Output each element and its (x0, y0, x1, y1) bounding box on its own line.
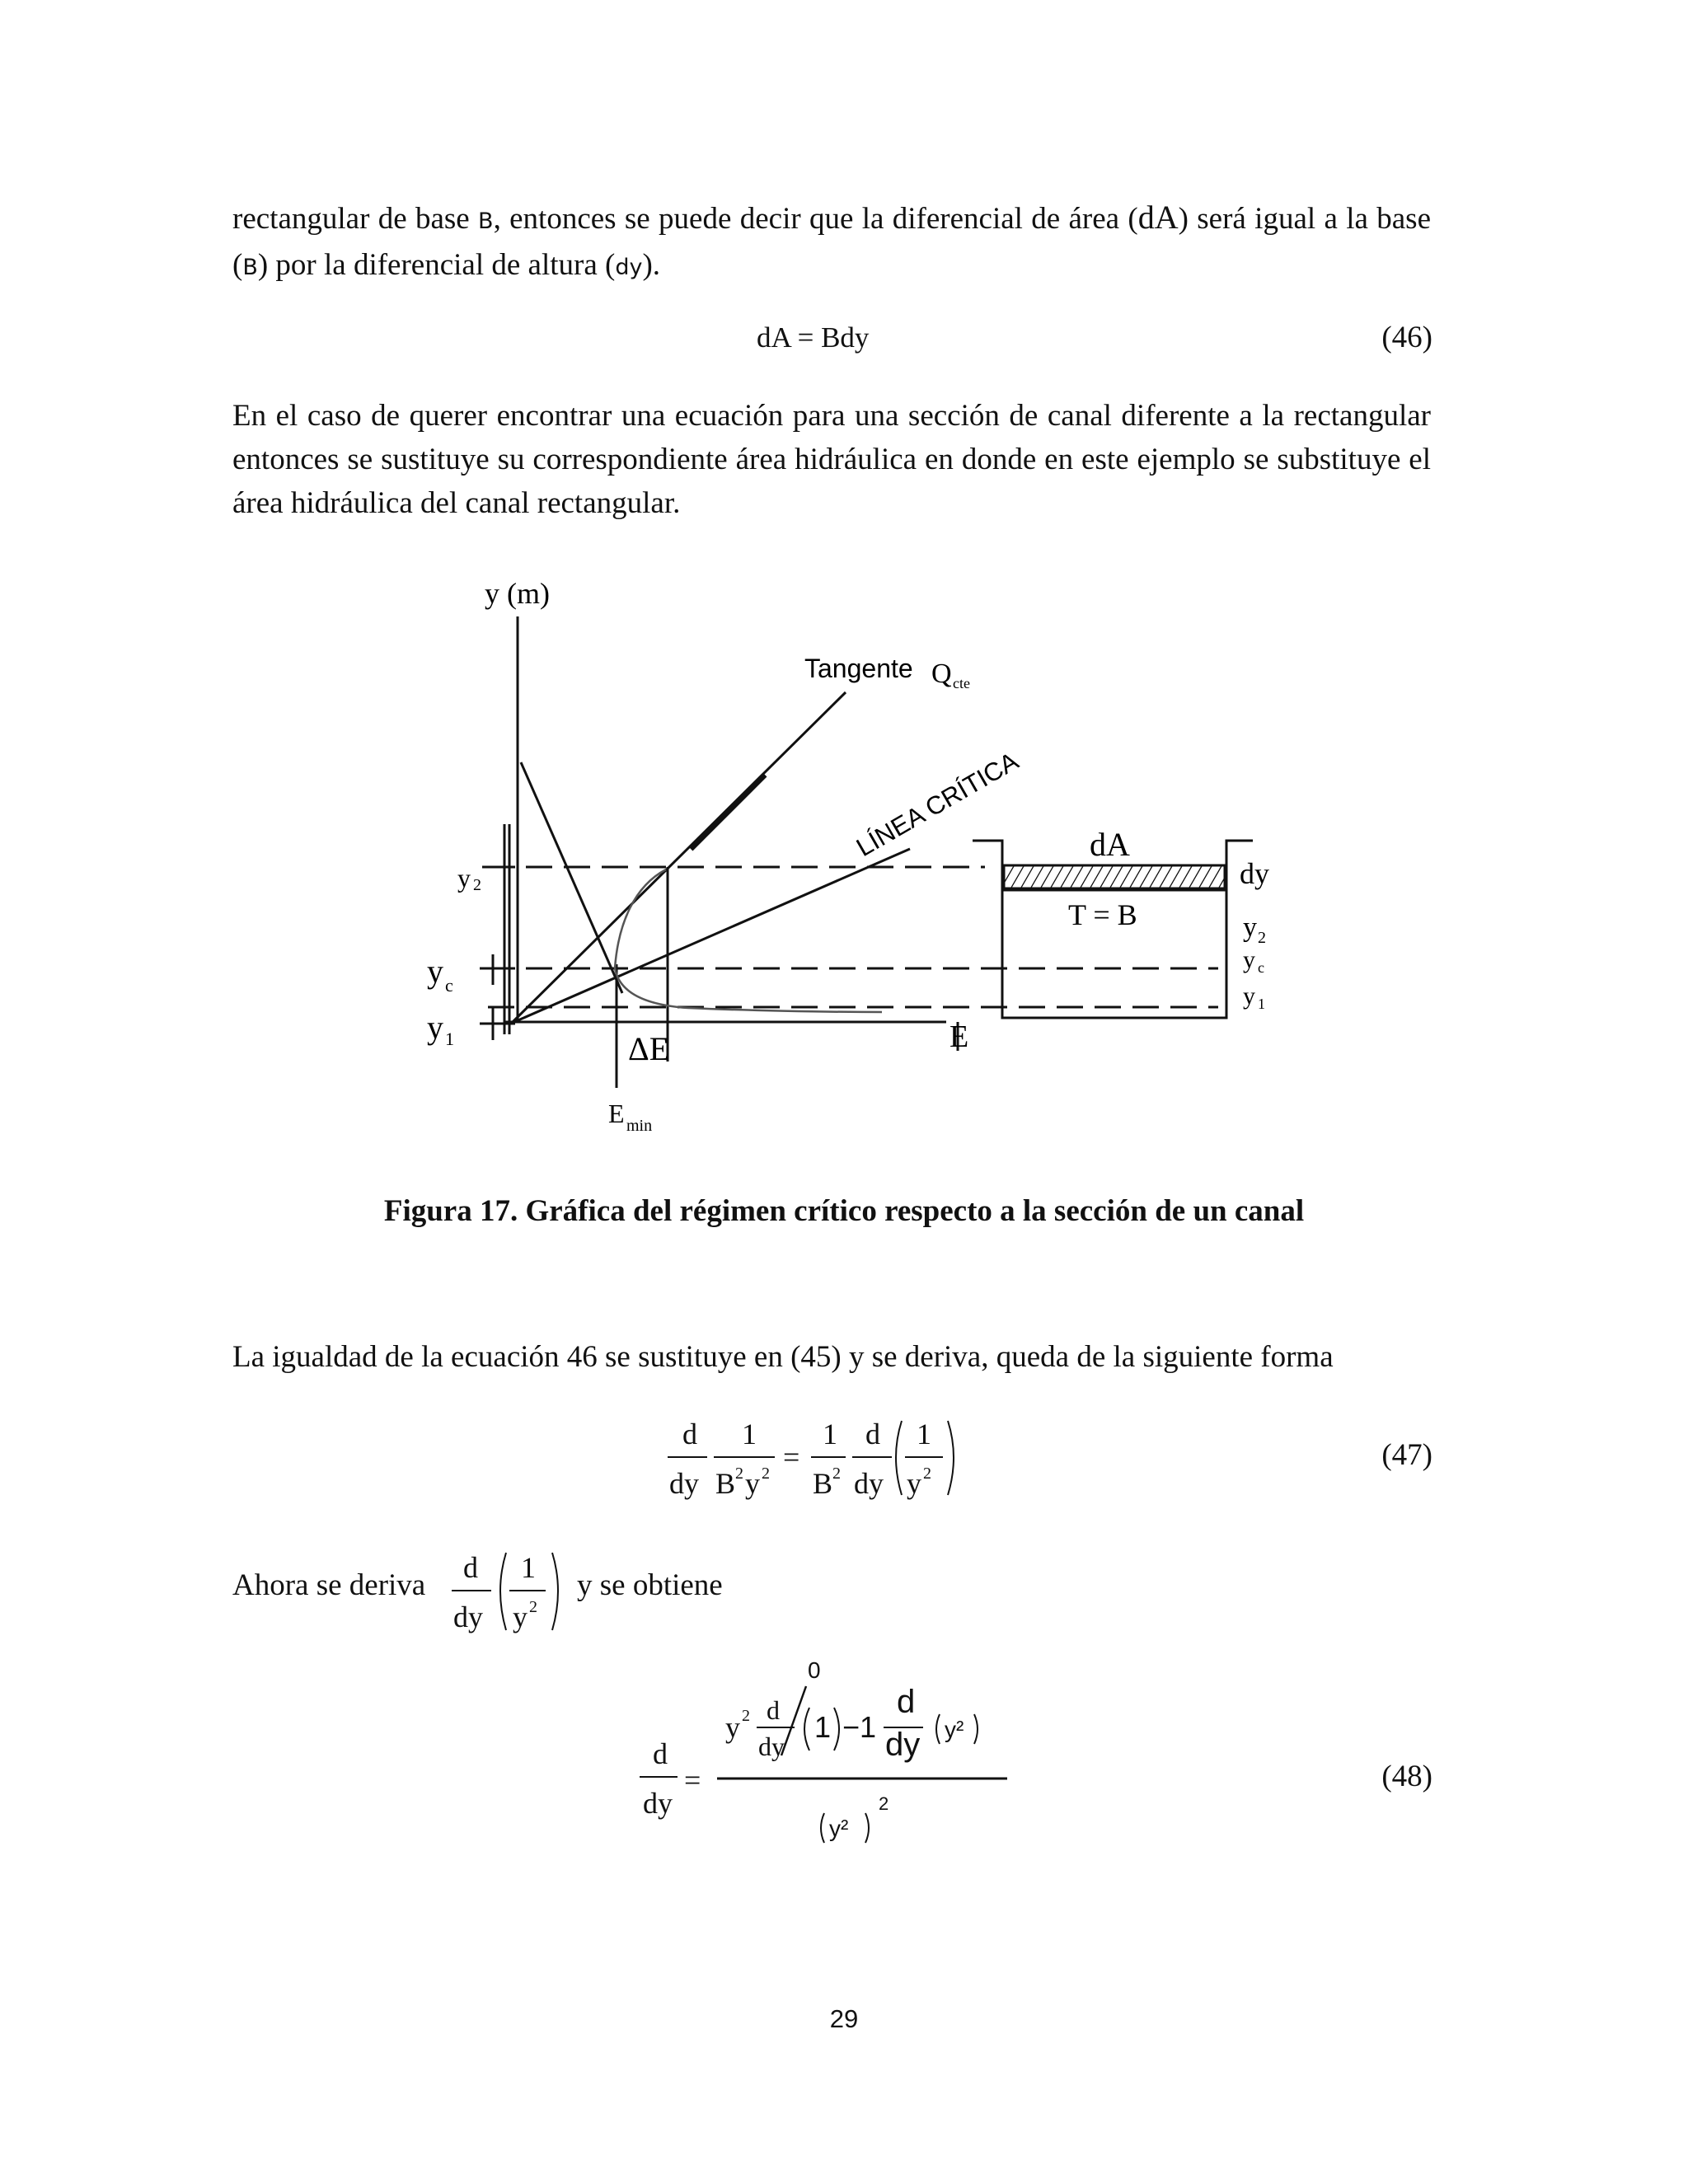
eq47-equals: = (783, 1441, 800, 1474)
emin-label: E (608, 1099, 625, 1128)
equation-47 (659, 1409, 989, 1508)
eq48-d: d (653, 1737, 668, 1770)
p1-symbol-B: B (478, 209, 494, 234)
eq47-num-1: 1 (742, 1418, 757, 1451)
eq47-y: y (745, 1467, 760, 1500)
p1-text-f: ). (642, 248, 661, 282)
eq47-B-2: B (813, 1467, 833, 1500)
eq47-dy: dy (669, 1467, 699, 1500)
eq47-y-2: y (907, 1467, 921, 1500)
p1-text-e: ) por la diferencial de altura ( (257, 248, 616, 282)
tangent-label: Tangente (804, 654, 913, 683)
inline-derivative (452, 1540, 567, 1638)
eq47-num-1c: 1 (917, 1418, 931, 1451)
eq48-zero: 0 (808, 1657, 821, 1683)
inline-dy: dy (453, 1601, 483, 1633)
eq48-one: 1 (814, 1710, 832, 1744)
y-axis-label: y (m) (485, 577, 550, 610)
critical-line-label: LÍNEA CRÍTICA (851, 746, 1024, 863)
inline-y: y (513, 1601, 528, 1633)
eq48-dy: dy (643, 1787, 673, 1820)
p1-symbol-B-2: B (242, 255, 258, 280)
p1-symbol-dA: dA (1137, 199, 1179, 236)
p1-text-d: ) será igual a la base ( (232, 202, 1431, 282)
inline-d: d (463, 1551, 478, 1584)
inline-num-1: 1 (521, 1551, 536, 1584)
eq47-B: B (715, 1467, 736, 1500)
eq47-B-sq: 2 (735, 1465, 743, 1483)
delta-e-label: ΔE (628, 1030, 670, 1067)
da-label: dA (1090, 826, 1130, 863)
eq48-inner-dy: dy (758, 1732, 785, 1761)
tangent-segment-bold (691, 775, 765, 849)
q-sub: cte (953, 675, 970, 691)
eq48-y-sq: 2 (742, 1707, 750, 1725)
steep-line (521, 762, 622, 993)
eq48-denominator-y2: y² (829, 1816, 849, 1841)
eq48-inner-d: d (767, 1695, 780, 1725)
eq48-equals: = (684, 1764, 701, 1797)
equation-48 (635, 1640, 1014, 1863)
y1-right-label: y (1243, 982, 1255, 1010)
eq48-denominator-exp: 2 (879, 1793, 889, 1814)
eq48-big-d: d (897, 1684, 916, 1720)
eq48-big-dy: dy (885, 1727, 921, 1763)
dy-label: dy (1240, 857, 1269, 890)
eq48-y: y (725, 1711, 740, 1744)
y1-right-sub: 1 (1258, 996, 1265, 1012)
inline-y-sq: 2 (529, 1598, 537, 1616)
paragraph-4-text-a: Ahora se deriva (232, 1568, 426, 1602)
y2-right-sub: 2 (1258, 929, 1266, 947)
eq47-B2-sq: 2 (832, 1465, 841, 1483)
y2-right-label: y (1243, 912, 1257, 943)
paragraph-3: La igualdad de la ecuación 46 se sustituye en (45) y se deriva, queda de la siguiente forma (232, 1340, 1334, 1374)
eq47-y2-sq: 2 (923, 1465, 931, 1483)
p1-text-a: rectangular de base (232, 202, 479, 236)
equation-46-number: (46) (1381, 321, 1432, 354)
yc-left-label: y (427, 953, 443, 990)
page-number: 29 (829, 2004, 859, 2033)
paragraph-2: En el caso de querer encontrar una ecuación para una sección de canal diferente a la rectangular entonces se sustituye su correspondiente área hidráulica en donde en este ejemplo se substituye el área hidráulica del canal rectangular. (232, 399, 1431, 520)
y2-left-sub: 2 (473, 876, 481, 894)
eq47-d: d (682, 1418, 697, 1451)
y1-left-sub: 1 (445, 1029, 454, 1049)
y1-left-label: y (427, 1009, 443, 1046)
equation-48-number: (48) (1381, 1760, 1432, 1793)
p1-text-c: , entonces se puede decir que la diferencial de área ( (493, 202, 1138, 236)
equation-46: dA = Bdy (757, 321, 870, 354)
y2-left-label: y (457, 863, 471, 893)
critical-line (514, 849, 910, 1022)
e-axis-label: E (950, 1019, 969, 1054)
eq47-y-sq: 2 (762, 1465, 770, 1483)
p1-symbol-dy: dy (615, 255, 643, 280)
paragraph-4-text-b: y se obtiene (577, 1568, 723, 1602)
eq48-y-squared: y² (945, 1717, 964, 1742)
yc-right-label: y (1243, 946, 1255, 973)
equation-47-number: (47) (1381, 1438, 1432, 1472)
eq47-d-2: d (865, 1418, 880, 1451)
eq47-dy-2: dy (854, 1467, 884, 1500)
eq47-num-1b: 1 (823, 1418, 837, 1451)
q-label: Q (931, 658, 952, 689)
yc-left-sub: c (445, 975, 453, 996)
emin-sub: min (626, 1117, 653, 1135)
yc-right-sub: c (1258, 959, 1264, 976)
energy-curve (615, 869, 882, 1012)
da-hatched-strip (1004, 865, 1225, 888)
eq48-minus-one: −1 (842, 1710, 877, 1744)
tb-label: T = B (1068, 898, 1137, 931)
figure-caption: Figura 17. Gráfica del régimen crítico respecto a la sección de un canal (383, 1194, 1305, 1228)
